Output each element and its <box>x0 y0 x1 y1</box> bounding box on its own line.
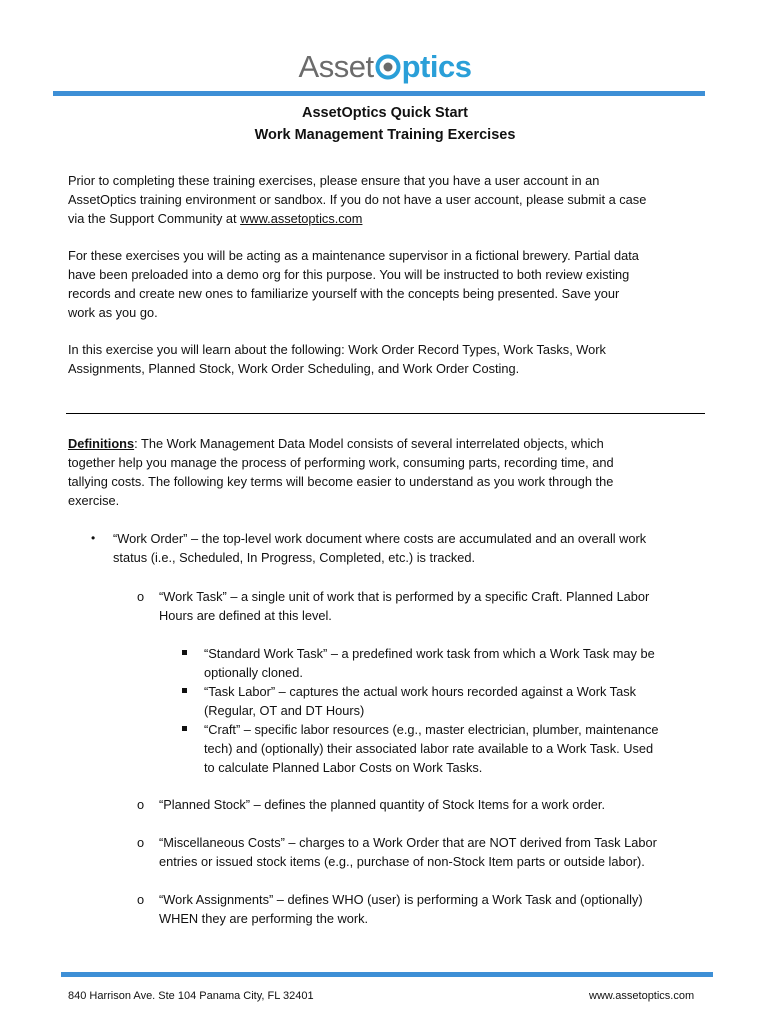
intro-paragraph-topics <box>68 340 708 378</box>
text-line: tech) and (optionally) their associated labor rate available to a Work Task. Used <box>204 741 654 756</box>
text-line: : The Work Management Data Model consists of several interrelated objects, which <box>134 436 604 451</box>
text-line: “Standard Work Task” – a predefined work task from which a Work Task may be <box>204 646 655 661</box>
text-line: AssetOptics training environment or sandbox. If you do not have a user account, please submit a case <box>68 192 647 207</box>
text-line: Assignments, Planned Stock, Work Order Scheduling, and Work Order Costing. <box>68 361 520 376</box>
company-logo <box>0 44 770 90</box>
bullet-square <box>182 688 187 693</box>
text-line: work as you go. <box>68 305 158 320</box>
bullet-circle: o <box>137 892 145 907</box>
text-line: together help you manage the process of performing work, consuming parts, recording time, and <box>68 455 614 470</box>
text-line: “Craft” – specific labor resources (e.g., master electrician, plumber, maintenance <box>204 722 659 737</box>
text-line: In this exercise you will learn about the following: Work Order Record Types, Work Tasks, Work <box>68 342 606 357</box>
optics-eye-icon <box>375 54 401 80</box>
text-line: “Miscellaneous Costs” – charges to a Work Order that are NOT derived from Task Labor <box>159 835 657 850</box>
definitions-intro <box>68 434 708 510</box>
intro-paragraph-account <box>68 171 708 228</box>
text-line: “Work Order” – the top-level work document where costs are accumulated and an overall work <box>113 531 647 546</box>
text-line: “Task Labor” – captures the actual work hours recorded against a Work Task <box>204 684 636 699</box>
text-line: via the Support Community at <box>68 211 241 226</box>
bullet-circle: o <box>137 589 145 604</box>
text-line: optionally cloned. <box>204 665 303 680</box>
bullet-square <box>182 650 187 655</box>
text-line: WHEN they are performing the work. <box>159 911 369 926</box>
text-line: entries or issued stock items (e.g., purchase of non-Stock Item parts or outside labor). <box>159 854 645 869</box>
section-divider <box>66 413 705 414</box>
document-subtitle: Work Management Training Exercises <box>254 127 516 143</box>
text-line: “Work Assignments” – defines WHO (user) is performing a Work Task and (optionally) <box>159 892 643 907</box>
bullet-circle: o <box>137 835 145 850</box>
text-line: For these exercises you will be acting as a maintenance supervisor in a fictional brewery. Partial data <box>68 248 639 263</box>
bullet-circle: o <box>137 797 145 812</box>
text-line: Prior to completing these training exercises, please ensure that you have a user account in an <box>68 173 600 188</box>
bullet-dot: • <box>91 531 96 545</box>
text-line: Hours are defined at this level. <box>159 608 332 623</box>
logo-text-optics: ptics <box>401 49 472 84</box>
bullet-square <box>182 726 187 731</box>
text-line: records and create new ones to familiarize yourself with the concepts being presented. Save your <box>68 286 620 301</box>
header-divider-bar <box>53 91 705 96</box>
footer-website-link[interactable]: www.assetoptics.com <box>589 990 695 1002</box>
definitions-title: Definitions <box>68 436 135 451</box>
footer-address: 840 Harrison Ave. Ste 104 Panama City, FL 32401 <box>68 990 314 1002</box>
text-line: tallying costs. The following key terms will become easier to understand as you work through the <box>68 474 614 489</box>
text-line: (Regular, OT and DT Hours) <box>204 703 365 718</box>
support-community-link[interactable]: www.assetoptics.com <box>240 211 363 226</box>
intro-paragraph-scenario <box>68 246 708 322</box>
text-line: exercise. <box>68 493 120 508</box>
logo-text-asset: Asset <box>298 49 374 84</box>
text-line: “Planned Stock” – defines the planned quantity of Stock Items for a work order. <box>159 797 606 812</box>
document-title: AssetOptics Quick Start <box>302 105 468 121</box>
text-line: “Work Task” – a single unit of work that is performed by a specific Craft. Planned Labor <box>159 589 650 604</box>
footer-divider-bar <box>61 972 713 977</box>
text-line: status (i.e., Scheduled, In Progress, Completed, etc.) is tracked. <box>113 550 476 565</box>
text-line: have been preloaded into a demo org for this purpose. You will be instructed to both review existing <box>68 267 630 282</box>
text-line: to calculate Planned Labor Costs on Work Tasks. <box>204 760 483 775</box>
